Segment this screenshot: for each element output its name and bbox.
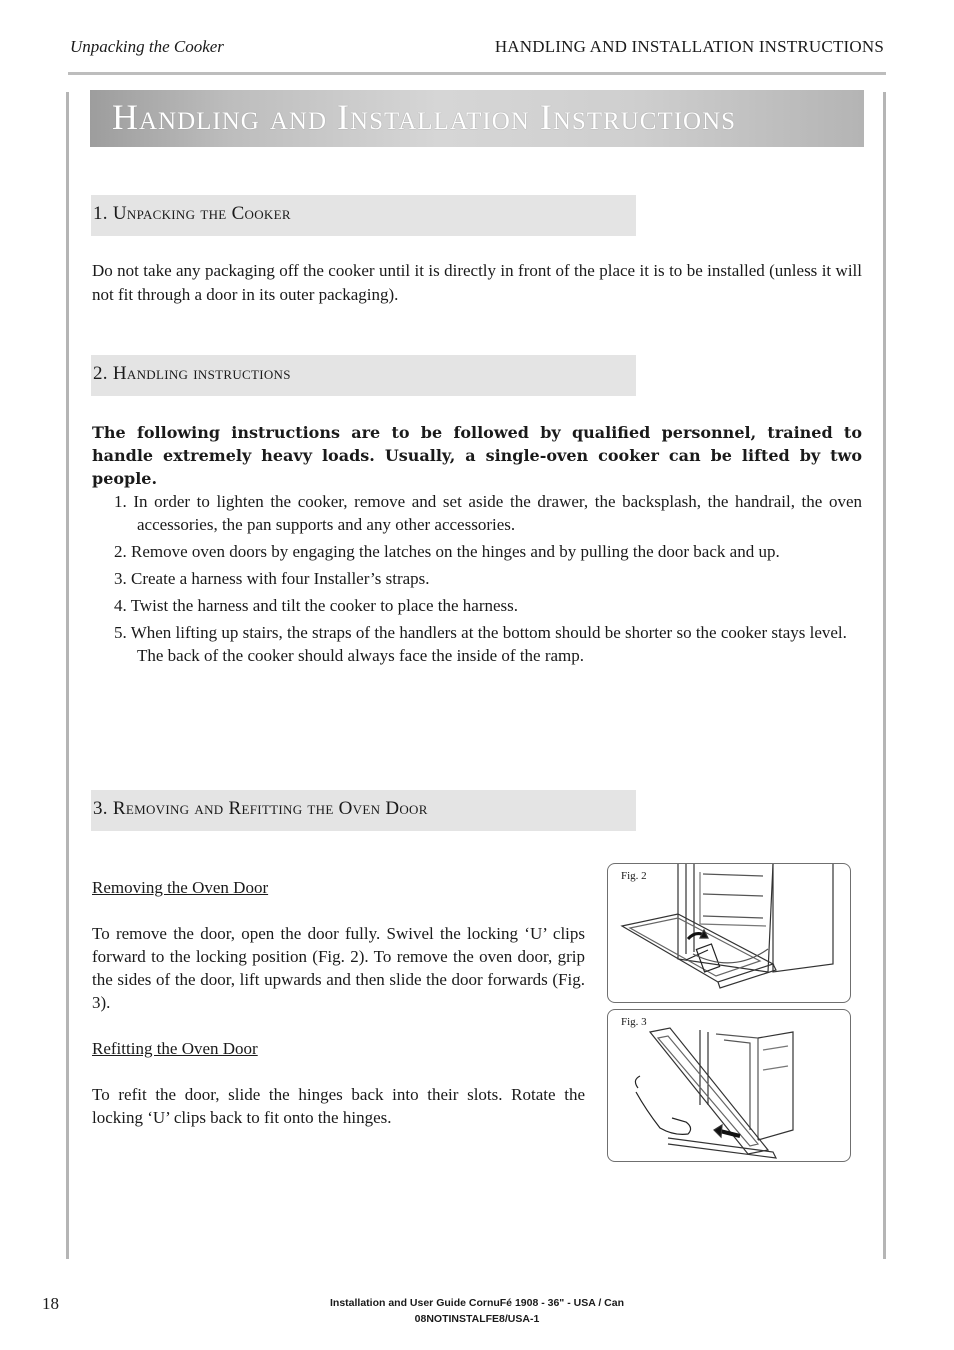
figure-3-label: Fig. 3 (621, 1016, 647, 1028)
footer-document-code: 08NOTINSTALFE8/USA-1 (414, 1313, 540, 1325)
list-item (114, 540, 862, 563)
right-margin-rule (883, 92, 886, 1259)
handling-intro: The following instructions are to be followed by qualified personnel, trained to handle extremely heavy loads. Usually, a single-oven cooker can be lifted by two people. (92, 423, 862, 488)
page-title: Handling and Installation Instructions (112, 97, 737, 137)
oven-door-lift-illustration (608, 1010, 850, 1161)
list-item (114, 594, 862, 617)
step-text: 5. When lifting up stairs, the straps of the handlers at the bottom should be shorter so the cooker stays level. (114, 623, 847, 642)
title-banner (90, 90, 864, 147)
left-margin-rule (66, 92, 69, 1259)
figure-3 (607, 1009, 851, 1162)
section-heading-oven-door: 3. Removing and Refitting the Oven Door (93, 798, 428, 819)
step-text: 3. Create a harness with four Installer’s straps. (114, 569, 430, 588)
running-header-title: HANDLING AND INSTALLATION INSTRUCTIONS (494, 37, 884, 56)
step-text: 1. In order to lighten the cooker, remove and set aside the drawer, the backsplash, the handrail, the oven accessories, the pan supports and any other accessories. (114, 492, 862, 534)
handling-steps-list (114, 490, 862, 671)
list-item (114, 490, 862, 536)
list-item (114, 567, 862, 590)
step-text: 4. Twist the harness and tilt the cooker to place the harness. (114, 596, 519, 615)
list-item (114, 621, 862, 667)
section-heading-unpacking: 1. Unpacking the Cooker (93, 203, 291, 224)
step-5-note: The back of the cooker should always face the inside of the ramp. (137, 646, 585, 665)
oven-door-text-column (92, 876, 585, 1129)
figure-2 (607, 863, 851, 1003)
section-heading-handling: 2. Handling instructions (93, 363, 291, 384)
section-heading-bar-handling (91, 355, 636, 396)
removing-paragraph: To remove the door, open the door fully. Swivel the locking ‘U’ clips forward to the locking position (Fig. 2). To remove the oven door, grip the sides of the door, lift upwards and then slide the door forwards (Fig. 3). (92, 924, 585, 1012)
figure-2-label: Fig. 2 (621, 870, 647, 882)
page-number: 18 (42, 1294, 59, 1313)
section-heading-bar-unpacking (91, 195, 636, 236)
refitting-paragraph: To refit the door, slide the hinges back into their slots. Rotate the locking ‘U’ clips back to fit onto the hinges. (92, 1085, 585, 1127)
step-text: 2. Remove oven doors by engaging the latches on the hinges and by pulling the door back and up. (114, 542, 780, 561)
oven-door-hinge-illustration (608, 864, 850, 1002)
refitting-subheading: Refitting the Oven Door (92, 1039, 258, 1058)
removing-subheading: Removing the Oven Door (92, 878, 269, 897)
footer-guide-title: Installation and User Guide CornuFé 1908 - 36" - USA / Can (330, 1297, 624, 1309)
section-heading-bar-oven-door (91, 790, 636, 831)
unpacking-paragraph: Do not take any packaging off the cooker until it is directly in front of the place it is to be installed (unless it will not fit through a door in its outer packaging). (92, 261, 862, 304)
header-rule (68, 72, 886, 75)
running-header-section: Unpacking the Cooker (70, 37, 224, 56)
